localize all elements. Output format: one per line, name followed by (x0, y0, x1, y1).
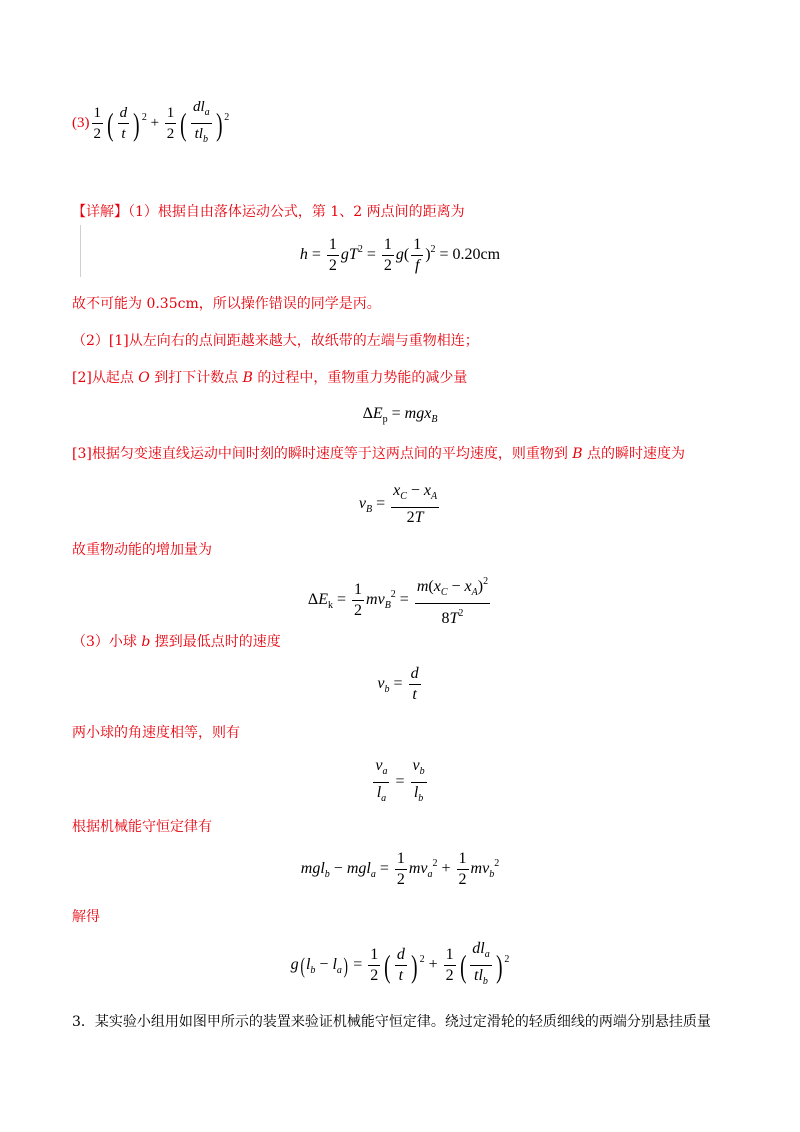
equation-final-result: $g(l_b - l_a)$ = $\frac{1}{2}$ ( $\frac{d}{t}$ ) $^2$ + $\frac{1}{2}$ ( $\frac{dl_a}{tl_b}$ ) $^2$ (290, 940, 510, 987)
detail-para-6: 故重物动能的增加量为 (72, 542, 212, 558)
detail-para-2: 故不可能为 0.35cm，所以操作错误的同学是丙。 (72, 296, 381, 312)
detail-tag: 【详解】 (72, 204, 128, 220)
detail-para-8: 两小球的角速度相等，则有 (72, 725, 240, 741)
equation-velocity-B: $v_B$ = $\frac{x_C - x_A}{2T}$ (358, 482, 438, 526)
ball-b-label: b (141, 634, 151, 650)
equation-potential-energy: $\Delta E_p = mgx_B$ (362, 405, 438, 425)
point-B-label: B (242, 370, 253, 386)
equation-free-fall: h = $\frac{1}{2}$ $gT^2$ = $\frac{1}{2}$ g( $\frac{1}{f}$ )$^2$ = 0.20cm (299, 236, 501, 274)
detail-para-7: （3）小球 b 摆到最低点时的速度 (72, 634, 281, 650)
part3-label: (3) (72, 114, 90, 131)
detail-para-1-text: （1）根据自由落体运动公式，第 1、2 两点间的距离为 (128, 204, 465, 220)
question-3-text: 3．某实验小组用如图甲所示的装置来验证机械能守恒定律。绕过定滑轮的轻质细线的两端分别悬挂质量 (72, 1014, 711, 1030)
equation-kinetic-energy: $\Delta E_k$ = $\frac{1}{2}$ $mv_B^2$ = $\frac{m(x_C - x_A)^2}{8T^2}$ (0, 573, 800, 628)
equation-free-fall-result: = 0.20cm (439, 246, 501, 264)
detail-para-5: [3]根据匀变速直线运动中间时刻的瞬时速度等于这两点间的平均速度，则重物到 B 点的瞬时速度为 (72, 446, 686, 462)
detail-para-3: （2）[1]从左向右的点间距越来越大，故纸带的左端与重物相连； (72, 333, 479, 349)
detail-para-10: 解得 (72, 909, 100, 925)
equation-velocity-b: $v_b$ = $\frac{d}{t}$ (377, 665, 419, 703)
point-B-label-2: B (572, 446, 583, 462)
detail-para-4: [2]从起点 O 到打下计数点 B 的过程中，重物重力势能的减少量 (72, 370, 468, 386)
point-O-label: O (138, 370, 150, 386)
equation-energy-conservation: mgl$_b$ − mgl$_a$ = $\frac{1}{2}$ $mv_a^2$ + $\frac{1}{2}$ $mv_b^2$ (300, 850, 500, 888)
detail-para-9: 根据机械能守恒定律有 (72, 819, 212, 835)
answer-part3-formula: (3) $\frac{1}{2}$ ( $\frac{d}{t}$ ) $^2$ + $\frac{1}{2}$ ( $\frac{dl_a}{tl_b}$ ) $^2$ (72, 99, 230, 145)
detail-para-1 (72, 202, 465, 222)
equation-angular-velocity: $\frac{v_a}{l_a}$ = $\frac{v_b}{l_b}$ (375, 757, 425, 804)
